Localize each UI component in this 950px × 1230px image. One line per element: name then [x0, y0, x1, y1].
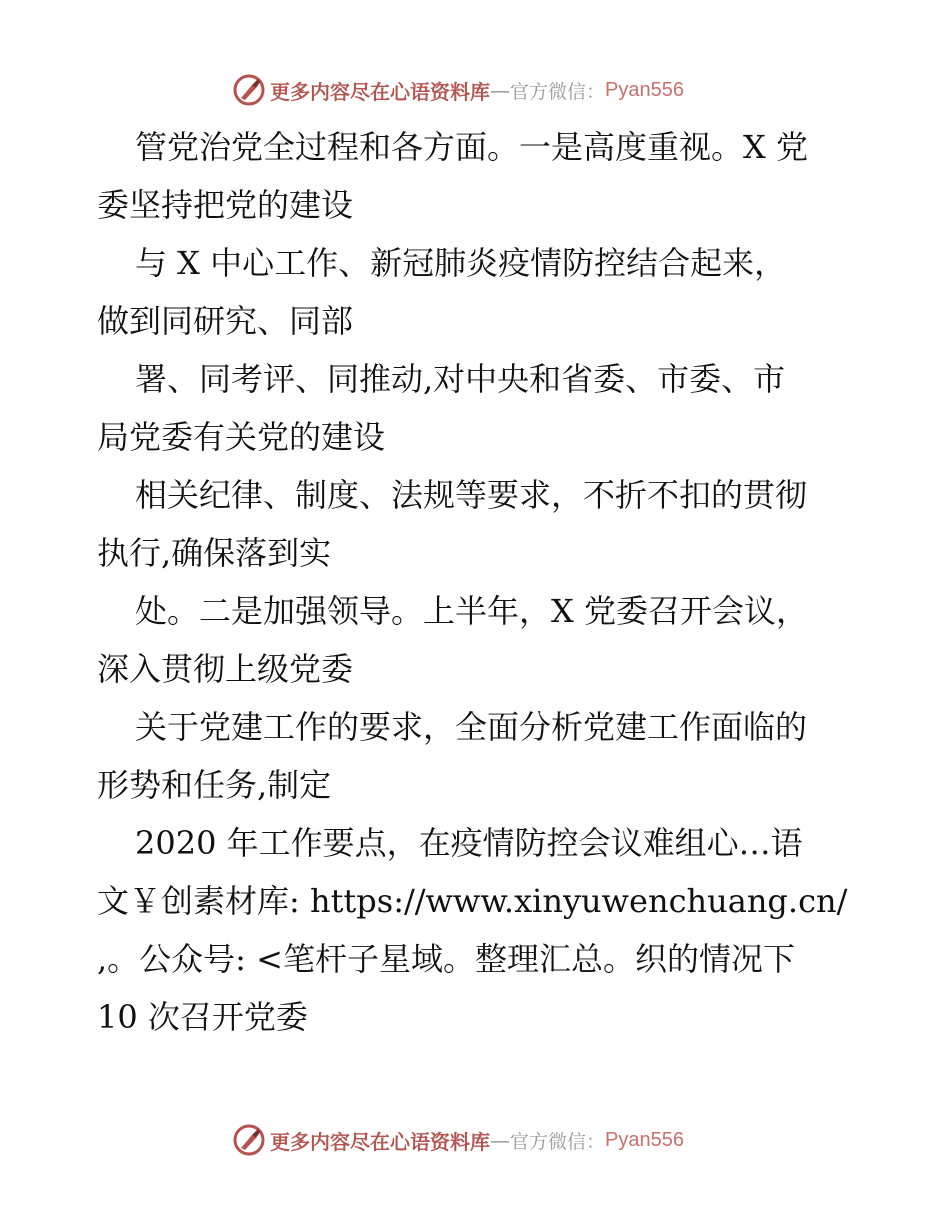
text-line: 10 次召开党委 — [97, 998, 308, 1036]
text-line: 做到同研究、同部 — [97, 302, 354, 340]
text-line: 执行,确保落到实 — [97, 534, 332, 572]
watermark-dash: — — [490, 78, 510, 102]
text-line: 与 X 中心工作、新冠肺炎疫情防控结合起来， — [135, 244, 787, 282]
text-line: 管党治党全过程和各方面。一是高度重视。X 党 — [135, 128, 808, 166]
text-line: ,。公众号: <笔杆子星域。整理汇总。织的情况下 — [97, 940, 795, 978]
watermark-wechat-id: Pyan556 — [605, 78, 684, 101]
watermark-brand: 更多内容尽在心语资料库 — [270, 1129, 490, 1154]
watermark-label: 官方微信： — [510, 80, 606, 103]
watermark-label: 官方微信： — [510, 1130, 606, 1153]
text-line: 形势和任务,制定 — [97, 766, 332, 804]
document-body — [97, 118, 857, 1046]
pen-logo-icon — [232, 73, 266, 107]
header-watermark — [232, 70, 684, 110]
text-line: 关于党建工作的要求，全面分析党建工作面临的 — [135, 708, 808, 746]
text-line: 2020 年工作要点，在疫情防控会议难组心…语 — [135, 824, 803, 862]
text-line: 处。二是加强领导。上半年，X 党委召开会议， — [135, 592, 808, 630]
pen-logo-icon — [232, 1123, 266, 1157]
text-line: 局党委有关党的建设 — [97, 418, 386, 456]
footer-watermark — [232, 1120, 684, 1160]
text-line: 深入贯彻上级党委 — [97, 650, 354, 688]
text-line: 委坚持把党的建设 — [97, 186, 354, 224]
watermark-dash: — — [490, 1128, 510, 1152]
text-line: 文￥创素材库: https://www.xinyuwenchuang.cn/ — [97, 882, 848, 920]
text-line: 相关纪律、制度、法规等要求，不折不扣的贯彻 — [135, 476, 808, 514]
watermark-wechat-id: Pyan556 — [605, 1128, 684, 1151]
text-line: 署、同考评、同推动,对中央和省委、市委、市 — [135, 360, 786, 398]
watermark-brand: 更多内容尽在心语资料库 — [270, 79, 490, 104]
